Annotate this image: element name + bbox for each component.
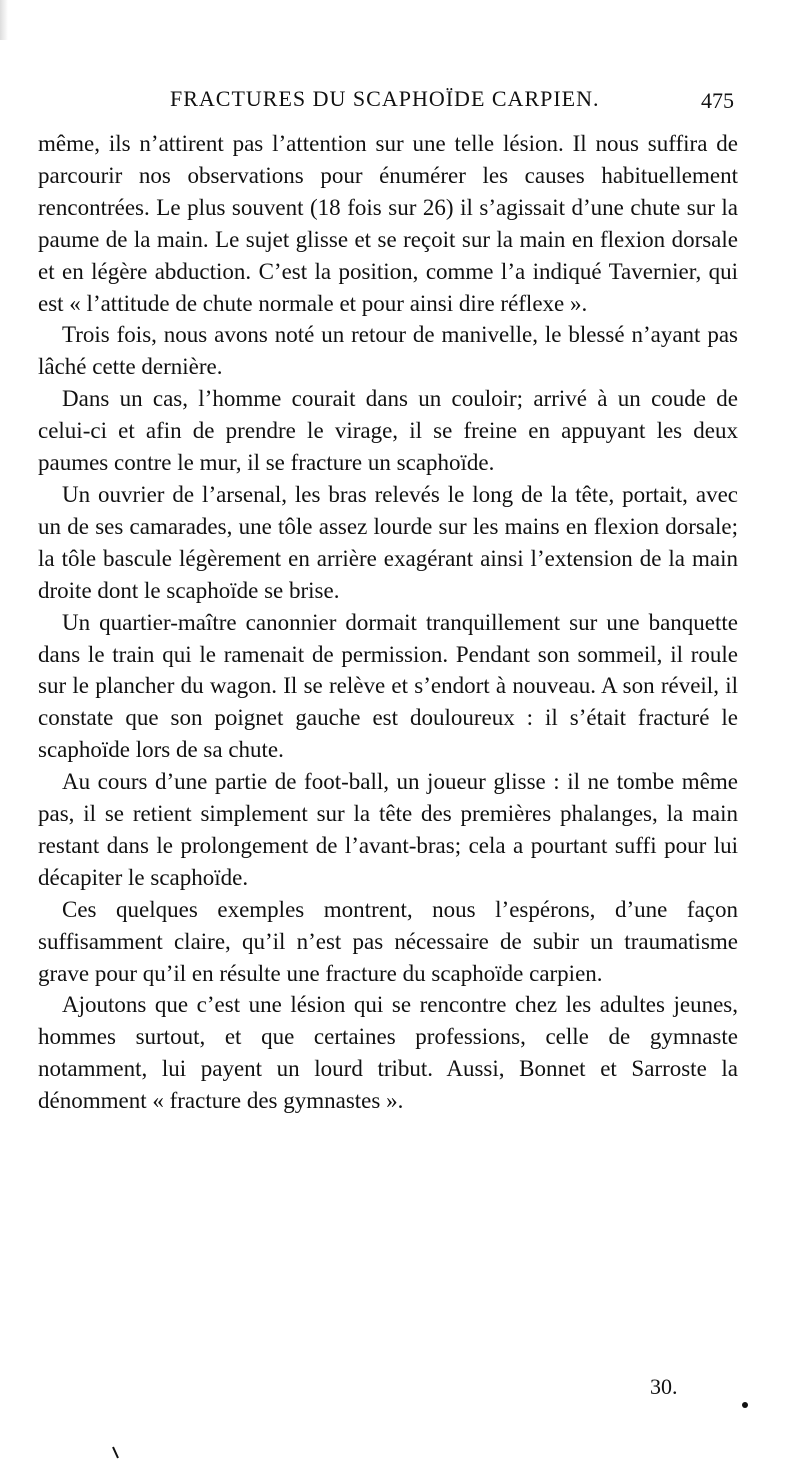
paragraph: Ajoutons que c’est une lésion qui se rencontre chez les adultes jeunes, hommes surtout, et que certaines professions, celle de gymnaste notamment, lui payent un lourd tribut. Aussi, Bonnet et Sarroste la dénomment « fracture des gymnastes ». [38, 992, 738, 1114]
page-number: 475 [701, 88, 734, 113]
ink-dot [742, 1402, 748, 1408]
paragraph: même, ils n’attirent pas l’attention sur une telle lésion. Il nous suffira de parcourir nos observations pour énumérer les causes habituellement rencontrées. Le plus souvent (18 fois sur 26) il s’agissait d’une chute sur la paume de la main. Le sujet glisse et se reçoit sur la main en flexion dorsale et en légère abduction. C’est la position, comme l’a indiqué Tavernier, qui est « l’attitude de chute normale et pour ainsi dire réflexe ». [38, 131, 738, 316]
ink-stroke-mark [112, 1446, 120, 1460]
page-edge-shadow [0, 0, 8, 40]
running-title: FRACTURES DU SCAPHOÏDE CARPIEN. [170, 86, 600, 111]
paragraph: Au cours d’une partie de foot-ball, un joueur glisse : il ne tombe même pas, il se retient simplement sur la tête des premières phalanges, la main restant dans le prolongement de l’avant-bras; cela a pourtant suffi pour lui décapiter le scaphoïde. [38, 769, 738, 890]
paragraph: Un quartier-maître canonnier dormait tranquillement sur une banquette dans le train qui le ramenait de permission. Pendant son sommeil, il roule sur le plancher du wagon. Il se relève et s’endort à nouveau. A son réveil, il constate que son poignet gauche est douloureux : il s’était fracturé le scaphoïde lors de sa chute. [38, 609, 738, 763]
body-text [38, 128, 738, 1117]
paragraph: Dans un cas, l’homme courait dans un couloir; arrivé à un coude de celui-ci et afin de prendre le virage, il se freine en appuyant les deux paumes contre le mur, il se fracture un scaphoïde. [38, 386, 738, 476]
signature-mark: 30. [650, 1374, 678, 1399]
paragraph: Ces quelques exemples montrent, nous l’espérons, d’une façon suffisamment claire, qu’il n’est pas nécessaire de subir un traumatisme grave pour qu’il en résulte une fracture du scaphoïde carpien. [38, 896, 738, 986]
paragraph: Trois fois, nous avons noté un retour de manivelle, le blessé n’ayant pas lâché cette dernière. [38, 322, 738, 380]
page-header [170, 86, 734, 122]
paragraph: Un ouvrier de l’arsenal, les bras relevés le long de la tête, portait, avec un de ses camarades, une tôle assez lourde sur les mains en flexion dorsale; la tôle bascule légèrement en arrière exagérant ainsi l’extension de la main droite dont le scaphoïde se brise. [38, 481, 738, 603]
